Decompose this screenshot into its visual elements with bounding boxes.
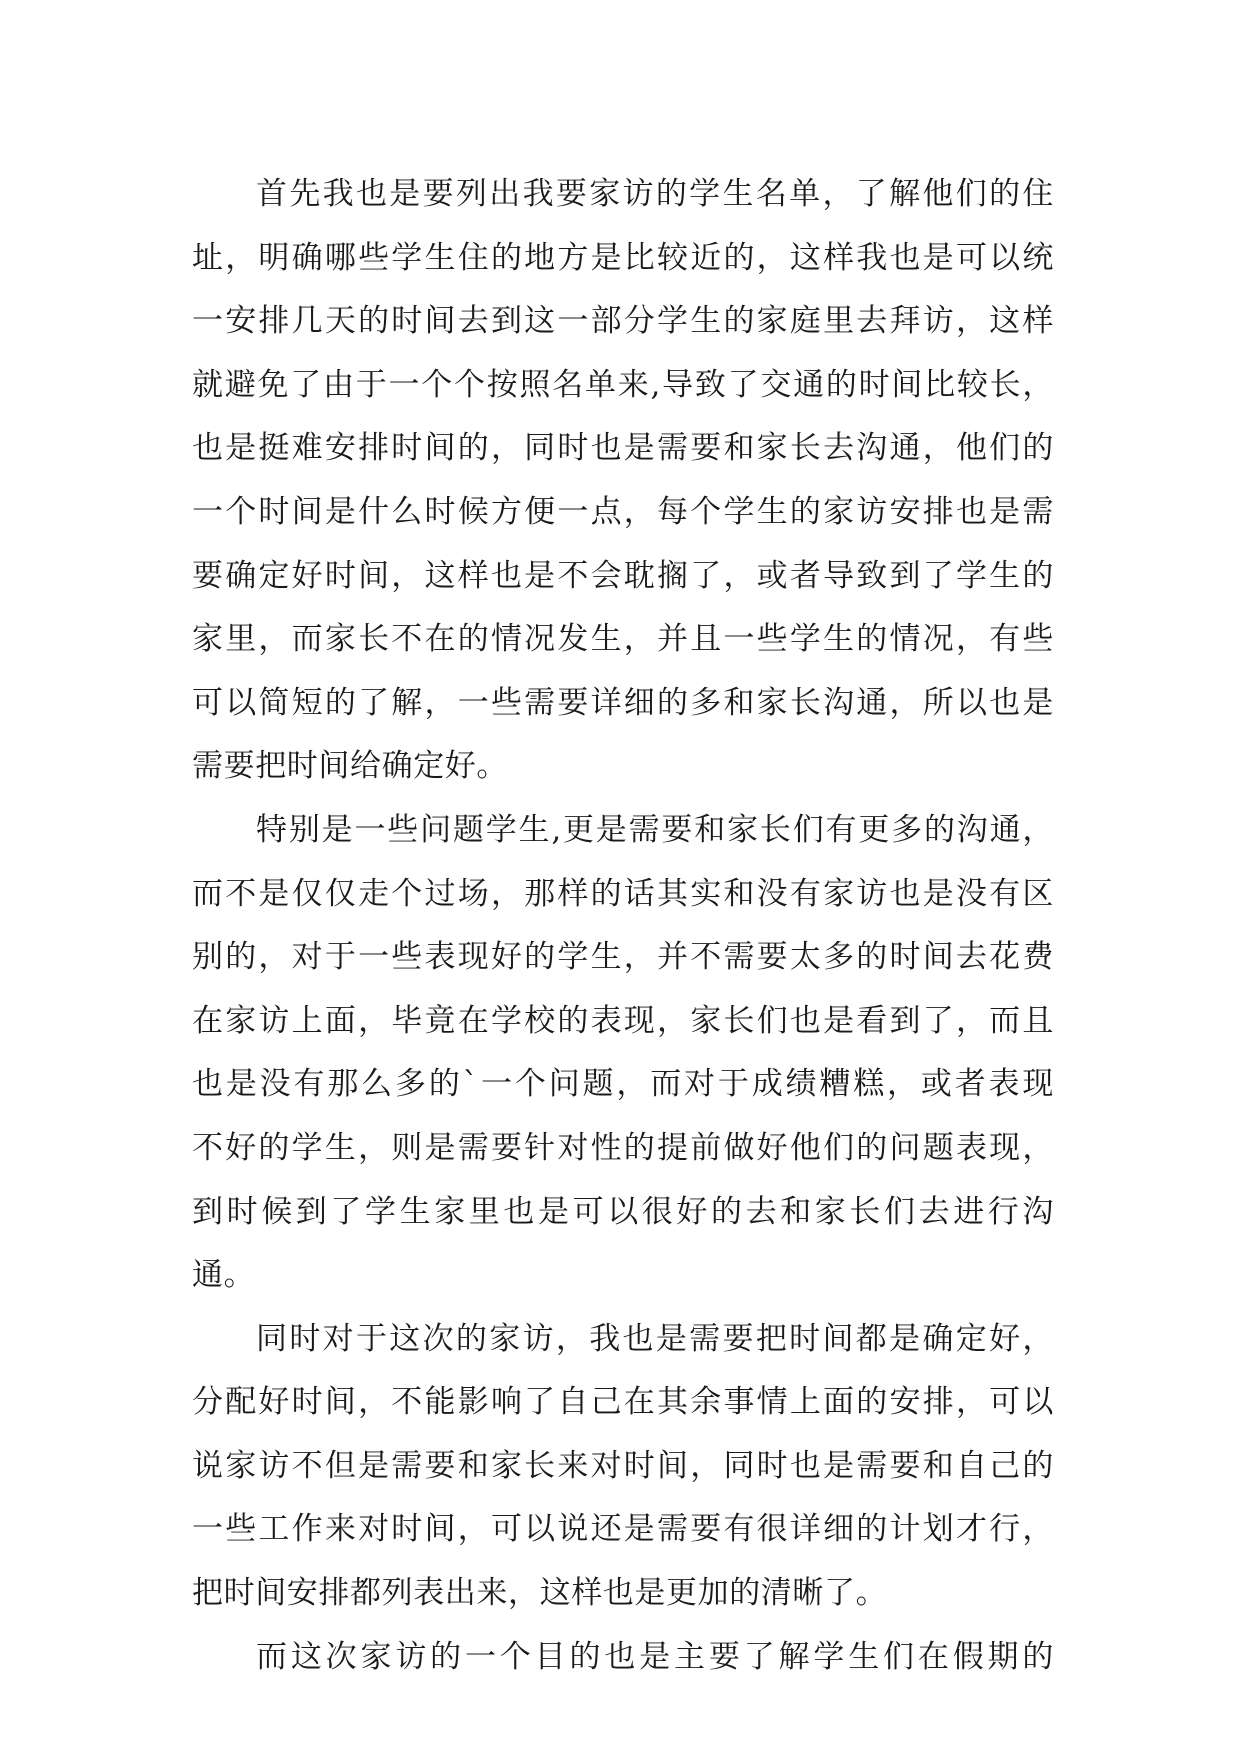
text-line: 而这次家访的一个目的也是主要了解学生们在假期的 bbox=[256, 1638, 1054, 1675]
text-line: 需要把时间给确定好。 bbox=[192, 748, 508, 785]
text-line: 而不是仅仅走个过场，那样的话其实和没有家访也是没有区 bbox=[192, 875, 1054, 912]
text-line: 家里，而家长不在的情况发生，并且一些学生的情况，有些 bbox=[192, 621, 1054, 658]
paragraph bbox=[192, 1308, 1054, 1626]
text-line: 一安排几天的时间去到这一部分学生的家庭里去拜访，这样 bbox=[192, 303, 1054, 340]
text-line: 不好的学生，则是需要针对性的提前做好他们的问题表现， bbox=[192, 1129, 1054, 1166]
text-line: 可以简短的了解，一些需要详细的多和家长沟通，所以也是 bbox=[192, 684, 1054, 721]
text-line: 特别是一些问题学生,更是需要和家长们有更多的沟通， bbox=[256, 811, 1054, 848]
text-line: 分配好时间，不能影响了自己在其余事情上面的安排，可以 bbox=[192, 1384, 1054, 1421]
text-line: 同时对于这次的家访，我也是需要把时间都是确定好， bbox=[256, 1320, 1054, 1357]
text-line: 就避免了由于一个个按照名单来,导致了交通的时间比较长， bbox=[192, 366, 1054, 403]
paragraph bbox=[192, 1626, 1054, 1690]
paragraph bbox=[192, 163, 1054, 799]
text-line: 别的，对于一些表现好的学生，并不需要太多的时间去花费 bbox=[192, 939, 1054, 976]
text-line: 通。 bbox=[192, 1257, 256, 1294]
text-line: 址，明确哪些学生住的地方是比较近的，这样我也是可以统 bbox=[192, 239, 1054, 276]
paragraph bbox=[192, 799, 1054, 1308]
document-body bbox=[192, 163, 1054, 1689]
text-line: 把时间安排都列表出来，这样也是更加的清晰了。 bbox=[192, 1575, 888, 1612]
text-line: 一个时间是什么时候方便一点，每个学生的家访安排也是需 bbox=[192, 493, 1054, 530]
text-line: 在家访上面，毕竟在学校的表现，家长们也是看到了，而且 bbox=[192, 1002, 1054, 1039]
text-line: 一些工作来对时间，可以说还是需要有很详细的计划才行， bbox=[192, 1511, 1054, 1548]
text-line: 也是没有那么多的`一个问题，而对于成绩糟糕，或者表现 bbox=[192, 1066, 1054, 1103]
text-line: 到时候到了学生家里也是可以很好的去和家长们去进行沟 bbox=[192, 1193, 1054, 1230]
text-line: 也是挺难安排时间的，同时也是需要和家长去沟通，他们的 bbox=[192, 430, 1054, 467]
text-line: 要确定好时间，这样也是不会耽搁了，或者导致到了学生的 bbox=[192, 557, 1054, 594]
text-line: 说家访不但是需要和家长来对时间，同时也是需要和自己的 bbox=[192, 1447, 1054, 1484]
text-line: 首先我也是要列出我要家访的学生名单，了解他们的住 bbox=[256, 176, 1054, 212]
